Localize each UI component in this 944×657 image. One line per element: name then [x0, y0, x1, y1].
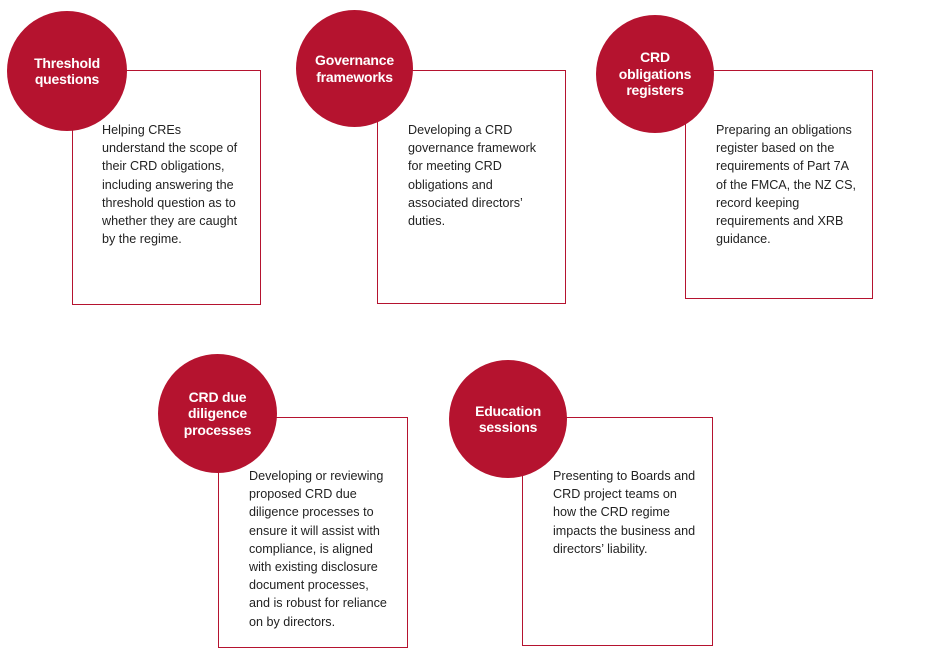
description-line: their CRD obligations, [102, 159, 225, 174]
description-line: understand the scope of [102, 141, 238, 156]
service-title: Threshold questions [34, 54, 100, 87]
description-line: Presenting to Boards and [553, 469, 696, 483]
service-description [408, 121, 560, 230]
description-line: guidance. [716, 232, 771, 247]
description-line: including answering the [102, 177, 234, 192]
service-description [249, 467, 401, 631]
description-line: ensure it will assist with [249, 523, 380, 538]
service-title: Education sessions [475, 402, 541, 435]
service-title-badge [158, 354, 277, 473]
description-line: by the regime. [102, 232, 182, 247]
description-line: directors’ liability. [553, 541, 648, 556]
description-line: duties. [408, 214, 446, 229]
service-title: CRD due diligence processes [183, 388, 252, 438]
description-line: obligations and [408, 177, 493, 192]
description-line: and is robust for reliance [249, 596, 387, 611]
description-line: record keeping [716, 195, 800, 210]
description-line: of the FMCA, the NZ CS, [716, 177, 856, 192]
description-line: threshold question as to [102, 195, 236, 210]
description-line: impacts the business and [553, 523, 696, 538]
description-line: proposed CRD due [249, 487, 357, 502]
description-line: diligence processes to [249, 505, 374, 520]
service-description [716, 121, 868, 248]
description-line: for meeting CRD [408, 159, 502, 174]
service-description [553, 467, 708, 558]
description-line: how the CRD regime [553, 505, 670, 520]
description-line: requirements of Part 7A [716, 159, 849, 174]
description-line: compliance, is aligned [249, 541, 373, 556]
service-title-badge [296, 10, 413, 127]
description-line: Developing or reviewing [249, 469, 384, 483]
description-line: on by directors. [249, 614, 336, 629]
service-title-badge [449, 360, 567, 478]
service-title: Governance frameworks [315, 52, 394, 85]
description-line: with existing disclosure [249, 560, 378, 575]
description-line: governance framework [408, 141, 537, 156]
description-line: CRD project teams on [553, 487, 677, 502]
description-line: associated directors’ [408, 195, 523, 210]
description-line: Developing a CRD [408, 123, 513, 137]
description-line: document processes, [249, 578, 369, 593]
description-line: whether they are caught [102, 214, 238, 229]
description-line: requirements and XRB [716, 214, 844, 229]
service-description [102, 121, 254, 248]
description-line: Helping CREs [102, 123, 182, 137]
description-line: register based on the [716, 141, 835, 156]
service-title-badge [7, 11, 127, 131]
service-title: CRD obligations registers [618, 49, 692, 99]
description-line: Preparing an obligations [716, 123, 852, 137]
service-title-badge [596, 15, 714, 133]
